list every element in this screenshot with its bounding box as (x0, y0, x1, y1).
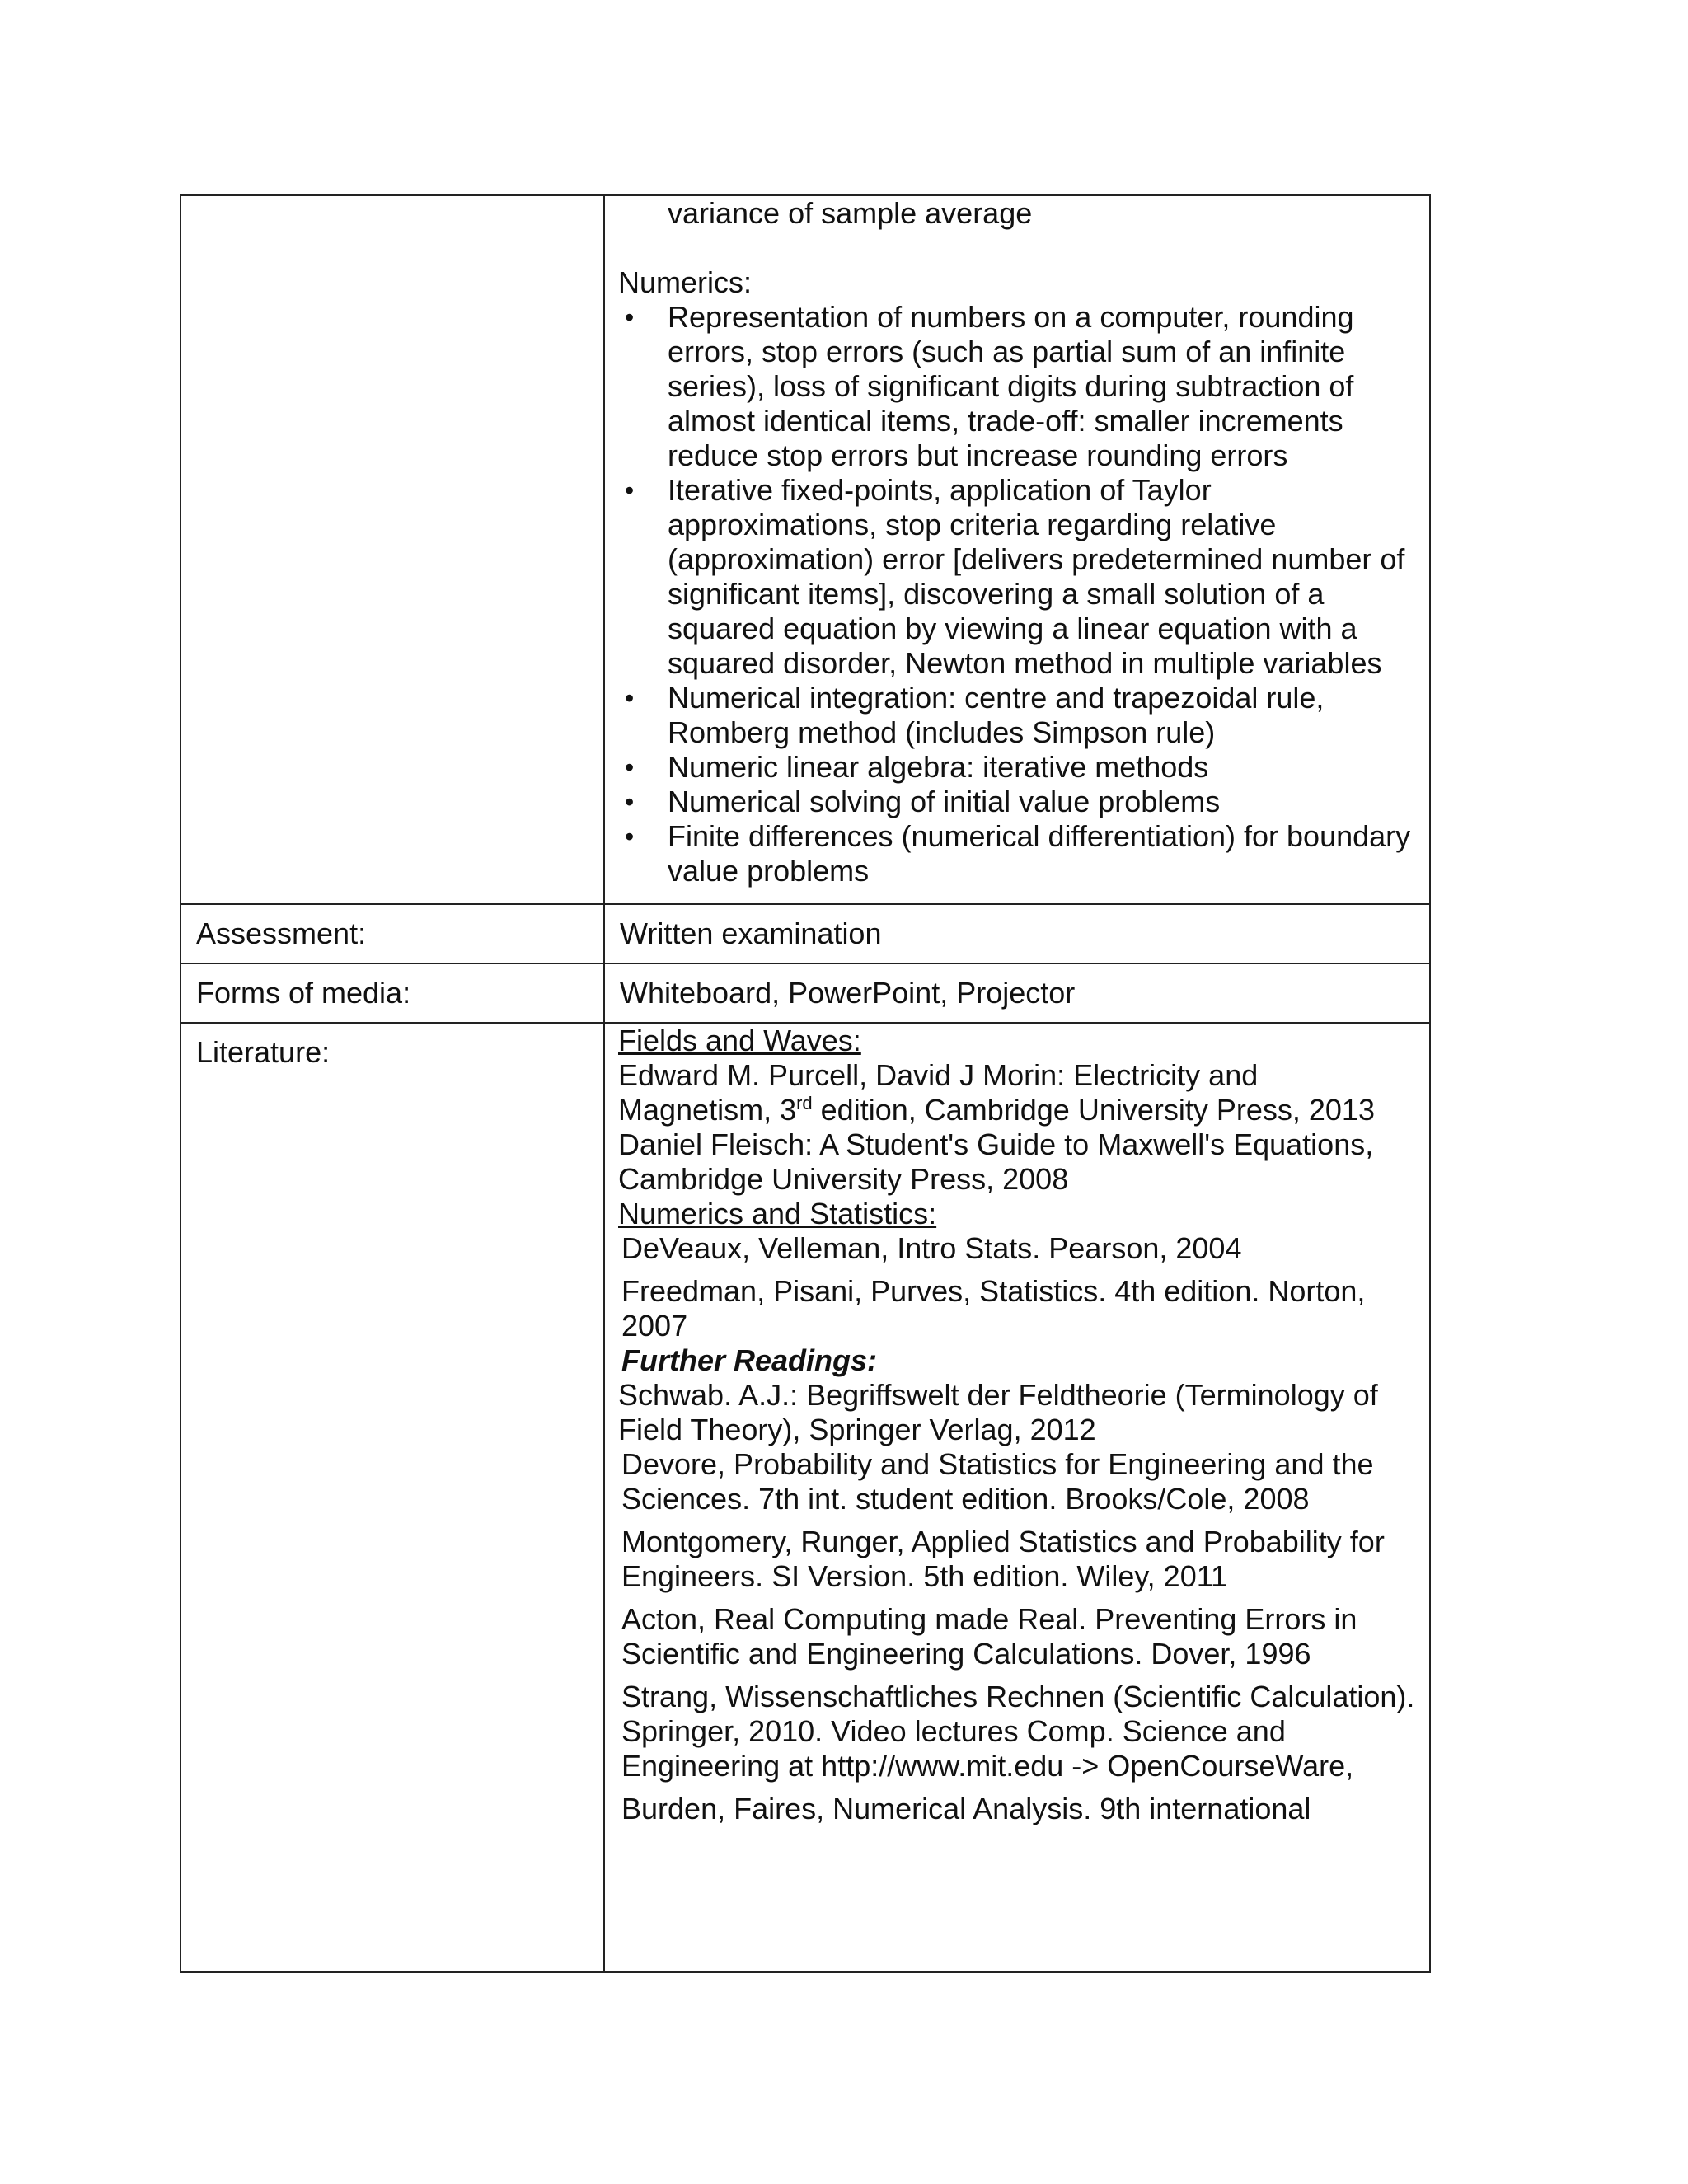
literature-entry-fleisch: Daniel Fleisch: A Student's Guide to Maxwell's Equations, Cambridge University Press, 2008 (618, 1127, 1374, 1196)
fields-waves-heading: Fields and Waves: (618, 1024, 861, 1057)
media-label: Forms of media: (196, 976, 411, 1010)
literature-row (181, 1023, 1430, 1972)
bullet-icon: • (625, 752, 635, 782)
literature-entry-schwab: Schwab. A.J.: Begriffswelt der Feldtheorie (Terminology of Field Theory), Springer Verlag, 2012 (618, 1378, 1378, 1446)
literature-entry-devore: Devore, Probability and Statistics for Engineering and the Sciences. 7th int. student edition. Brooks/Cole, 2008 (621, 1447, 1374, 1516)
list-item: • Numerical integration: centre and trapezoidal rule, Romberg method (includes Simpson rule) (625, 681, 1325, 749)
bullet-icon: • (625, 822, 635, 851)
numerics-bullet-list (618, 300, 1419, 888)
list-item: • Finite differences (numerical differentiation) for boundary value problems (625, 819, 1411, 888)
literature-entry-purcell: Edward M. Purcell, David J Morin: Electricity and Magnetism, 3rd edition, Cambridge University Press, 2013 (618, 1058, 1375, 1127)
assessment-value: Written examination (620, 916, 882, 950)
bullet-icon: • (625, 683, 635, 713)
literature-entry-montgomery: Montgomery, Runger, Applied Statistics and Probability for Engineers. SI Version. 5th edition. Wiley, 2011 (621, 1525, 1385, 1593)
further-readings-heading: Further Readings: (621, 1343, 878, 1377)
numerics-statistics-heading: Numerics and Statistics: (618, 1197, 937, 1230)
assessment-row (181, 904, 1430, 963)
literature-label: Literature: (196, 1035, 331, 1069)
module-description-table (180, 194, 1431, 1973)
literature-cell (604, 1023, 1430, 1972)
literature-entry-burden: Burden, Faires, Numerical Analysis. 9th international (621, 1792, 1311, 1825)
list-item: • Representation of numbers on a computer, rounding errors, stop errors (such as partial sum of an infinite series), loss of significant digits during subtraction of almost identical items, trade-off: smaller increments reduce stop errors but increase rounding errors (625, 300, 1354, 472)
content-label-cell (181, 195, 604, 904)
list-item: • Iterative fixed-points, application of Taylor approximations, stop criteria regarding relative (approximation) error [delivers predetermined number of significant items], discovering a small solution of a squared equation by viewing a linear equation with a squared disorder, Newton method in multiple variables (625, 473, 1405, 680)
media-value: Whiteboard, PowerPoint, Projector (620, 976, 1076, 1010)
literature-entry-acton: Acton, Real Computing made Real. Preventing Errors in Scientific and Engineering Calculations. Dover, 1996 (621, 1602, 1357, 1671)
content-row (181, 195, 1430, 904)
continued-bullet-text: variance of sample average (668, 196, 1033, 230)
literature-entry-freedman: Freedman, Pisani, Purves, Statistics. 4th edition. Norton, 2007 (621, 1274, 1366, 1343)
list-item: • Numerical solving of initial value problems (625, 785, 1221, 818)
content-cell (604, 195, 1430, 904)
literature-entry-deveaux: DeVeaux, Velleman, Intro Stats. Pearson, 2004 (621, 1231, 1242, 1265)
numerics-heading: Numerics: (618, 265, 753, 299)
assessment-label: Assessment: (196, 916, 367, 950)
literature-entry-strang: Strang, Wissenschaftliches Rechnen (Scientific Calculation). Springer, 2010. Video lectures Comp. Science and Engineering at http://www.mit.edu -> OpenCourseWare, (621, 1680, 1415, 1783)
content-label (181, 196, 603, 219)
bullet-icon: • (625, 476, 635, 505)
media-row (181, 963, 1430, 1023)
bullet-icon: • (625, 787, 635, 817)
list-item: • Numeric linear algebra: iterative methods (625, 750, 1209, 784)
bullet-icon: • (625, 302, 635, 332)
